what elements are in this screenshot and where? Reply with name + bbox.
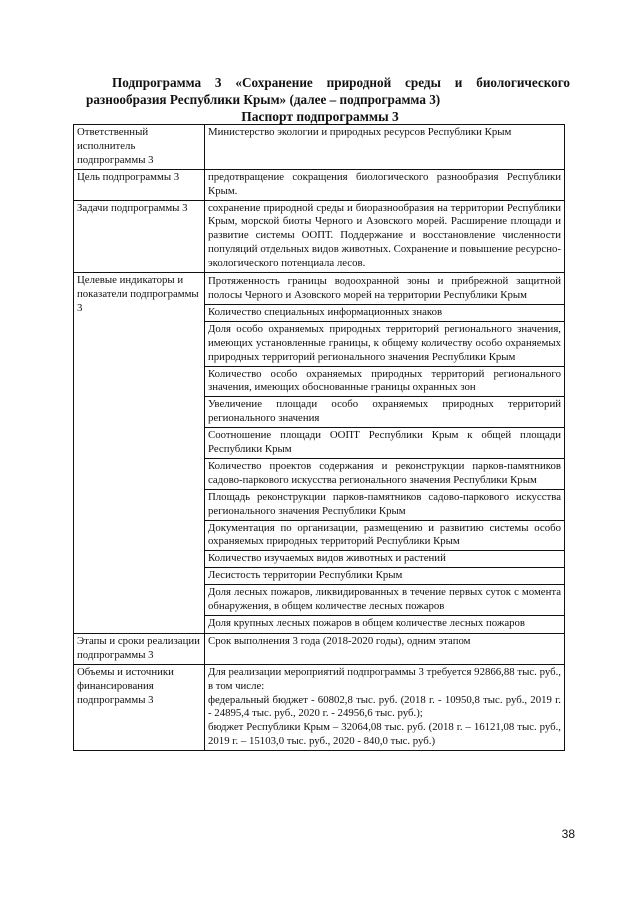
subprogram-heading-line2: разнообразия Республики Крым» (далее – подпрограмма 3) — [86, 92, 441, 107]
label-responsible: Ответственный исполнитель подпрограммы 3 — [74, 125, 205, 170]
indicator-item: Доля крупных лесных пожаров в общем количестве лесных пожаров — [205, 615, 564, 632]
indicator-item: Количество особо охраняемых природных территорий регионального значения, имеющих обоснованные границы охранных зон — [205, 366, 564, 397]
indicator-item: Площадь реконструкции парков-памятников садово-паркового искусства регионального значения Республики Крым — [205, 489, 564, 520]
subprogram-heading-line1: Подпрограмма 3 «Сохранение природной среды и биологического — [112, 75, 570, 90]
indicator-item: Соотношение площади ООПТ Республики Крым к общей площади Республики Крым — [205, 427, 564, 458]
row-tasks — [74, 200, 565, 273]
indicator-item: Протяженность границы водоохранной зоны и прибрежной защитной полосы Черного и Азовского морей на территории Республики Крым — [208, 275, 561, 301]
label-funding: Объемы и источники финансирования подпрограммы 3 — [74, 664, 205, 750]
funding-federal: федеральный бюджет - 60802,8 тыс. руб. (2018 г. - 10950,8 тыс. руб., 2019 г. - 24895,4 тыс. руб., 2020 г. - 24956,6 тыс. руб.); — [208, 693, 561, 720]
row-funding — [74, 664, 565, 750]
indicator-item: Лесистость территории Республики Крым — [205, 567, 564, 584]
funding-regional: бюджет Республики Крым – 32064,08 тыс. руб. (2018 г. – 16121,08 тыс. руб., 2019 г. – 15103,0 тыс. руб., 2020 - 840,0 тыс. руб.) — [208, 721, 561, 748]
indicator-item: Увеличение площади особо охраняемых природных территорий регионального значения — [205, 396, 564, 427]
row-goal — [74, 169, 565, 200]
label-stages: Этапы и сроки реализации подпрограммы 3 — [74, 633, 205, 664]
passport-title: Паспорт подпрограммы 3 — [241, 109, 399, 124]
row-indicators — [74, 273, 565, 634]
label-goal: Цель подпрограммы 3 — [74, 169, 205, 200]
label-tasks: Задачи подпрограммы 3 — [74, 200, 205, 273]
passport-table — [73, 124, 565, 751]
indicator-item: Количество специальных информационных знаков — [205, 304, 564, 321]
value-indicators — [205, 273, 565, 634]
indicator-item: Доля лесных пожаров, ликвидированных в течение первых суток с момента обнаружения, в общем количестве лесных пожаров — [205, 584, 564, 615]
value-goal: предотвращение сокращения биологического разнообразия Республики Крым. — [205, 169, 565, 200]
value-funding — [205, 664, 565, 750]
value-stages: Срок выполнения 3 года (2018-2020 годы), одним этапом — [205, 633, 565, 664]
subprogram-heading — [86, 74, 570, 108]
funding-total: Для реализации мероприятий подпрограммы 3 требуется 92866,88 тыс. руб., в том числе: — [208, 665, 561, 692]
indicator-item: Количество изучаемых видов животных и растений — [205, 550, 564, 567]
indicator-item: Доля особо охраняемых природных территорий регионального значения, имеющих установленные границы, к общему количеству особо охраняемых природных территорий регионального значения Республики Крым — [205, 321, 564, 366]
label-indicators: Целевые индикаторы и показатели подпрограммы 3 — [74, 273, 205, 634]
row-responsible — [74, 125, 565, 170]
indicator-item: Документация по организации, размещению и развитию системы особо охраняемых природных территорий Республики Крым — [205, 520, 564, 551]
row-stages — [74, 633, 565, 664]
value-tasks: сохранение природной среды и биоразнообразия на территории Республики Крым, морской биоты Черного и Азовского морей. Расширение площади и развитие системы ООПТ. Поддержание и восстановление численности популяций отдельных видов животных. Сохранение и повышение ресурсно-экологического потенциала лесов. — [205, 200, 565, 273]
page-number: 38 — [561, 827, 575, 841]
indicator-item: Количество проектов содержания и реконструкции парков-памятников садово-паркового искусства регионального значения Республики Крым — [205, 458, 564, 489]
value-responsible: Министерство экологии и природных ресурсов Республики Крым — [205, 125, 565, 170]
